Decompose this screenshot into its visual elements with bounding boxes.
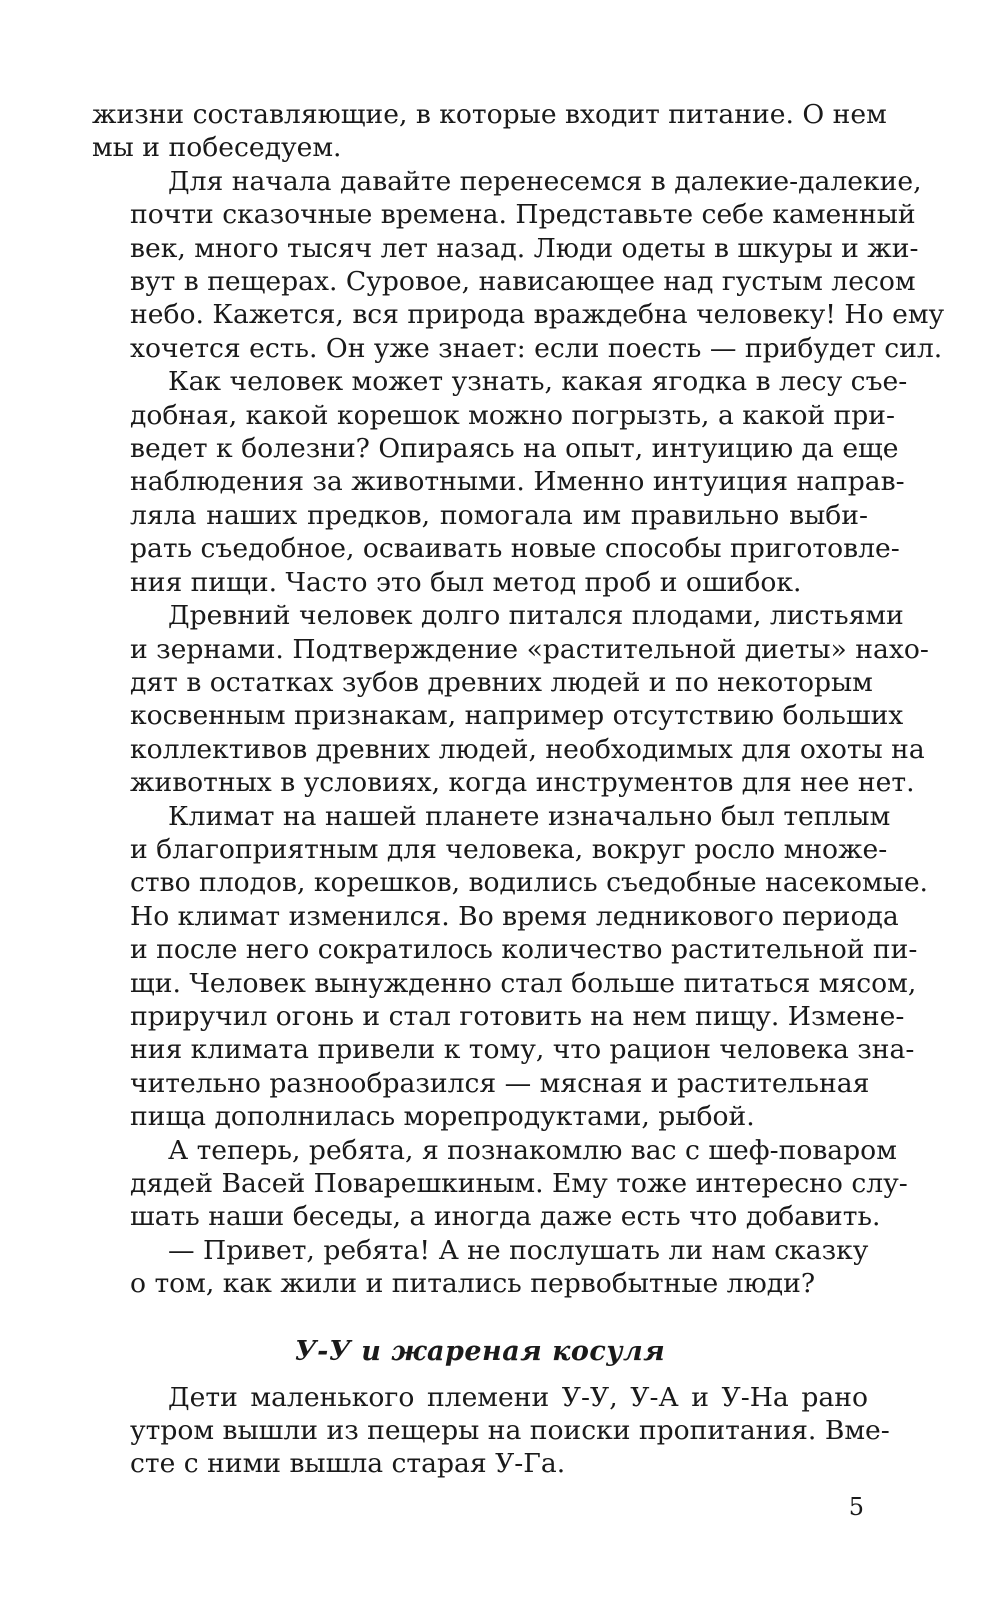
text-line: дядей Васей Поварешкиным. Ему тоже интересно слу-: [130, 1168, 908, 1199]
text-line: Климат на нашей планете изначально был теплым: [168, 800, 891, 832]
text-line: А теперь, ребята, я познакомлю вас с шеф-поваром: [168, 1134, 897, 1166]
page-number: 5: [848, 1493, 864, 1521]
text-line: Как человек может узнать, какая ягодка в лесу съе-: [168, 366, 908, 398]
paragraph: [92, 1134, 908, 1234]
text-line: жизни составляющие, в которые входит питание. О нем: [92, 99, 887, 130]
text-line: пища дополнилась морепродуктами, рыбой.: [130, 1101, 755, 1133]
text-line: вут в пещерах. Суровое, нависающее над густым лесом: [130, 266, 916, 298]
text-line: добная, какой корешок можно погрызть, а какой при-: [130, 399, 896, 431]
text-line: и зернами. Подтверждение «растительной диеты» нахо-: [130, 633, 929, 665]
text-line: ния климата привели к тому, что рацион человека зна-: [130, 1034, 915, 1066]
text-line: ния пищи. Часто это был метод проб и ошибок.: [130, 566, 802, 598]
text-line: утром вышли из пещеры на поиски пропитания. Вме-: [130, 1415, 890, 1447]
text-line: коллективов древних людей, необходимых для охоты на: [130, 733, 925, 765]
text-line: животных в условиях, когда инструментов для нее нет.: [130, 767, 915, 799]
paragraph: [92, 365, 908, 599]
text-line: Древний человек долго питался плодами, листьями: [168, 600, 904, 632]
paragraph: [92, 599, 929, 799]
text-line: мы и побеседуем.: [92, 132, 342, 164]
text-line: Но климат изменился. Во время ледникового периода: [130, 900, 899, 932]
story-text: [92, 1381, 890, 1481]
text-line: ство плодов, корешков, водились съедобные насекомые.: [130, 867, 929, 899]
paragraph: [92, 165, 945, 365]
section-heading: У-У и жареная косуля: [294, 1335, 666, 1367]
text-line: щи. Человек вынужденно стал больше питаться мясом,: [130, 967, 917, 999]
text-line: почти сказочные времена. Представьте себе каменный: [130, 199, 916, 231]
text-line: ляла наших предков, помогала им правильно выби-: [130, 499, 868, 531]
paragraph: [92, 1234, 868, 1301]
paragraph: [92, 98, 887, 165]
intro-text: [92, 98, 945, 1301]
text-line: и после него сократилось количество растительной пи-: [130, 934, 918, 966]
text-line: наблюдения за животными. Именно интуиция направ-: [130, 466, 905, 498]
text-line: век, много тысяч лет назад. Люди одеты в шкуры и жи-: [130, 232, 919, 264]
text-line: Дети маленького племени У-У, У-А и У-На рано: [168, 1381, 868, 1413]
paragraph: [92, 1381, 890, 1481]
text-line: рать съедобное, осваивать новые способы приготовле-: [130, 533, 900, 565]
paragraph: [92, 800, 929, 1134]
text-line: о том, как жили и питались первобытные люди?: [130, 1268, 816, 1300]
text-line: сте с ними вышла старая У-Га.: [130, 1448, 566, 1480]
text-line: ведет к болезни? Опираясь на опыт, интуицию да еще: [130, 433, 899, 465]
text-line: Для начала давайте перенесемся в далекие-далекие,: [168, 165, 922, 197]
text-line: косвенным признакам, например отсутствию больших: [130, 700, 904, 732]
text-line: дят в остатках зубов древних людей и по некоторым: [130, 666, 873, 698]
text-line: приручил огонь и стал готовить на нем пищу. Измене-: [130, 1000, 905, 1032]
text-line: небо. Кажется, вся природа враждебна человеку! Но ему: [130, 299, 945, 331]
text-line: и благоприятным для человека, вокруг росло множе-: [130, 833, 888, 865]
text-line: хочется есть. Он уже знает: если поесть — прибудет сил.: [130, 332, 943, 364]
text-line: — Привет, ребята! А не послушать ли нам сказку: [168, 1234, 869, 1266]
page-body: [92, 98, 945, 1481]
text-line: шать наши беседы, а иногда даже есть что добавить.: [130, 1201, 881, 1233]
text-line: чительно разнообразился — мясная и растительная: [130, 1067, 870, 1099]
